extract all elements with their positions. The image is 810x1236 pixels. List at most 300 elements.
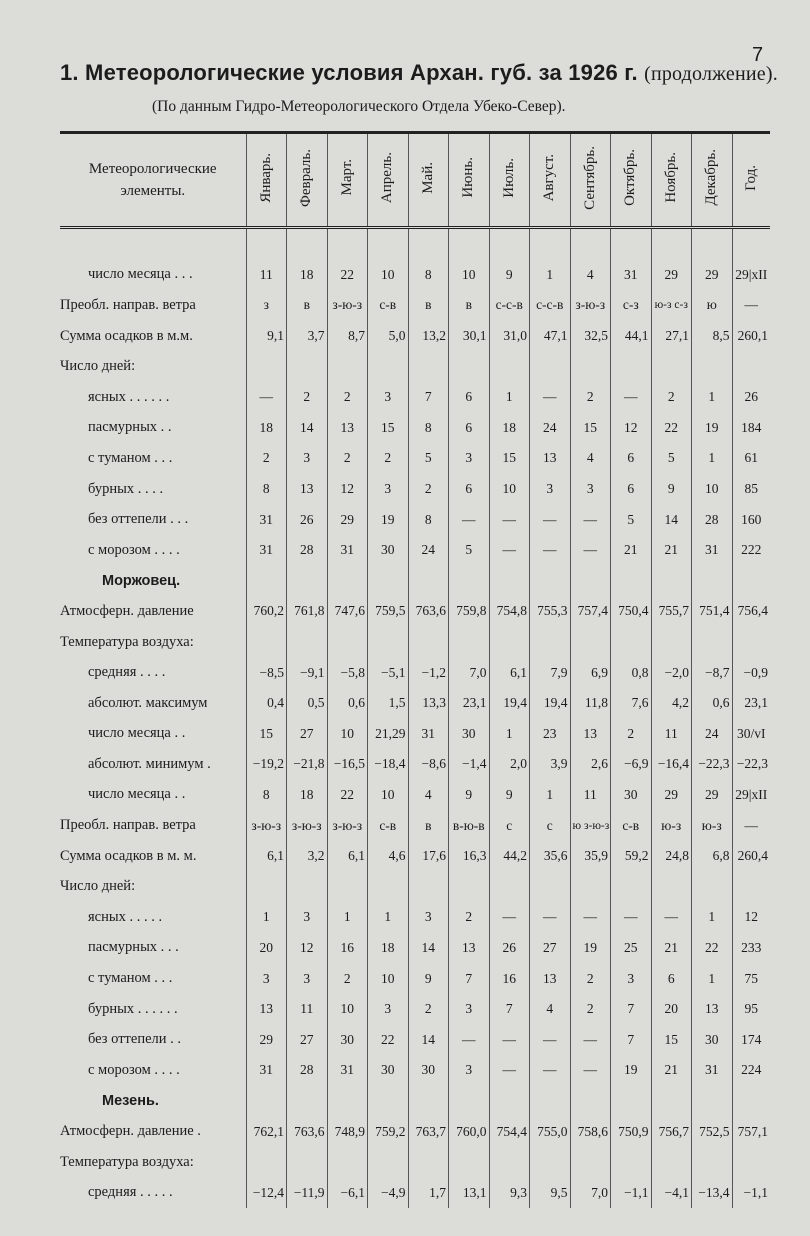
month-cell: —: [611, 382, 652, 413]
month-cell: [408, 1147, 449, 1178]
month-cell: [530, 871, 571, 902]
month-cell: 1: [489, 719, 530, 750]
year-cell: 95: [732, 994, 770, 1025]
month-cell: [611, 1086, 652, 1117]
year-cell: 29|xII: [732, 260, 770, 291]
month-cell: [449, 566, 490, 597]
year-cell: 12: [732, 902, 770, 933]
month-cell: 11: [570, 780, 611, 811]
month-cell: 2: [449, 902, 490, 933]
month-cell: 31: [246, 504, 287, 535]
month-cell: 5: [408, 443, 449, 474]
month-cell: 13: [530, 963, 571, 994]
table-row: [60, 933, 770, 964]
month-cell: 10: [368, 963, 409, 994]
month-cell: 22: [327, 260, 368, 291]
month-cell: [246, 1147, 287, 1178]
month-cell: 1: [327, 902, 368, 933]
month-cell: 5: [449, 535, 490, 566]
month-cell: 13: [246, 994, 287, 1025]
month-cell: 763,6: [408, 596, 449, 627]
year-cell: 29|xII: [732, 780, 770, 811]
year-cell: −22,3: [732, 749, 770, 780]
month-cell: 8: [408, 504, 449, 535]
month-cell: [287, 627, 328, 658]
month-cell: 4: [408, 780, 449, 811]
month-cell: 19,4: [489, 688, 530, 719]
month-cell: —: [449, 504, 490, 535]
month-cell: 1: [692, 382, 733, 413]
month-cell: −6,9: [611, 749, 652, 780]
month-cell: —: [530, 535, 571, 566]
month-cell: 10: [368, 780, 409, 811]
month-cell: −1,1: [611, 1177, 652, 1208]
month-cell: [449, 871, 490, 902]
month-cell: 24: [530, 413, 571, 444]
month-cell: 4,2: [651, 688, 692, 719]
month-cell: 15: [651, 1024, 692, 1055]
month-cell: 2: [408, 474, 449, 505]
month-cell: —: [530, 1024, 571, 1055]
month-cell: 35,6: [530, 841, 571, 872]
month-cell: 10: [368, 260, 409, 291]
month-cell: 2: [570, 994, 611, 1025]
month-cell: [651, 1147, 692, 1178]
month-cell: [530, 1086, 571, 1117]
month-cell: [368, 871, 409, 902]
table-row: [60, 1177, 770, 1208]
row-label: Атмосферн. давление: [60, 602, 194, 619]
month-cell: 21: [651, 1055, 692, 1086]
year-cell: 174: [732, 1024, 770, 1055]
month-cell: 13: [692, 994, 733, 1025]
month-cell: 755,3: [530, 596, 571, 627]
month-cell: —: [530, 1055, 571, 1086]
month-cell: 760,0: [449, 1116, 490, 1147]
station-name: Моржовец.: [102, 572, 181, 589]
month-cell: 3: [449, 1055, 490, 1086]
month-cell: 762,1: [246, 1116, 287, 1147]
month-cell: 1: [530, 780, 571, 811]
year-cell: 184: [732, 413, 770, 444]
month-cell: 7,9: [530, 657, 571, 688]
month-cell: 763,6: [287, 1116, 328, 1147]
month-cell: 752,5: [692, 1116, 733, 1147]
month-cell: −4,9: [368, 1177, 409, 1208]
month-cell: [327, 351, 368, 382]
month-cell: 9: [449, 780, 490, 811]
table-row: [60, 1024, 770, 1055]
month-cell: 2: [651, 382, 692, 413]
year-cell: 23,1: [732, 688, 770, 719]
month-cell: 18: [246, 413, 287, 444]
month-cell: 6: [449, 474, 490, 505]
month-cell: [651, 566, 692, 597]
month-cell: 19: [368, 504, 409, 535]
month-cell: 9: [489, 780, 530, 811]
section-row: [60, 1147, 770, 1178]
month-cell: 30: [368, 535, 409, 566]
page-subtitle: (По данным Гидро-Метеорологического Отдела Убеко-Север).: [152, 98, 566, 115]
month-cell: [287, 1147, 328, 1178]
station-row: [60, 566, 770, 597]
month-cell: [530, 627, 571, 658]
month-cell: в-ю-в: [449, 810, 490, 841]
year-cell: [732, 566, 770, 597]
month-cell: 11: [246, 260, 287, 291]
month-cell: 3,9: [530, 749, 571, 780]
table-row: [60, 596, 770, 627]
month-cell: [368, 627, 409, 658]
month-cell: 3: [570, 474, 611, 505]
header-month: Август.: [530, 133, 571, 228]
month-cell: 750,9: [611, 1116, 652, 1147]
station-name: Мезень.: [102, 1092, 159, 1109]
month-cell: [489, 566, 530, 597]
month-cell: 24: [692, 719, 733, 750]
month-cell: ю: [692, 290, 733, 321]
month-cell: 761,8: [287, 596, 328, 627]
month-cell: 15: [368, 413, 409, 444]
month-cell: 30: [611, 780, 652, 811]
month-cell: 3: [368, 994, 409, 1025]
month-cell: 7: [611, 1024, 652, 1055]
header-month: Февраль.: [287, 133, 328, 228]
month-cell: [651, 627, 692, 658]
month-cell: [692, 871, 733, 902]
header-month: Сентябрь.: [570, 133, 611, 228]
month-cell: 763,7: [408, 1116, 449, 1147]
month-cell: 1: [530, 260, 571, 291]
month-cell: 1,7: [408, 1177, 449, 1208]
month-cell: [489, 1147, 530, 1178]
month-cell: 15: [489, 443, 530, 474]
month-cell: —: [489, 1024, 530, 1055]
month-cell: −9,1: [287, 657, 328, 688]
month-cell: [489, 351, 530, 382]
month-cell: [651, 1086, 692, 1117]
month-cell: 1: [246, 902, 287, 933]
row-label: Число дней:: [60, 358, 136, 375]
year-cell: −1,1: [732, 1177, 770, 1208]
month-cell: [449, 351, 490, 382]
month-cell: 30: [408, 1055, 449, 1086]
month-cell: з: [246, 290, 287, 321]
table-row: [60, 688, 770, 719]
month-cell: —: [489, 504, 530, 535]
month-cell: 6,8: [692, 841, 733, 872]
month-cell: −1,4: [449, 749, 490, 780]
section-row: [60, 627, 770, 658]
table-row: [60, 810, 770, 841]
month-cell: 29: [692, 780, 733, 811]
header-month: Июль.: [489, 133, 530, 228]
month-cell: 3,2: [287, 841, 328, 872]
month-cell: [692, 1086, 733, 1117]
month-cell: 21,29: [368, 719, 409, 750]
month-cell: з-ю-з: [287, 810, 328, 841]
year-cell: [732, 1147, 770, 1178]
header-month: Декабрь.: [692, 133, 733, 228]
table-row: [60, 780, 770, 811]
month-cell: 6,1: [489, 657, 530, 688]
month-cell: 27: [287, 719, 328, 750]
row-label: Преобл. направ. ветра: [60, 296, 196, 313]
month-cell: 13,2: [408, 321, 449, 352]
month-cell: [692, 566, 733, 597]
month-cell: ю з-ю-з: [570, 810, 611, 841]
month-cell: 14: [651, 504, 692, 535]
table-body: [60, 228, 770, 1209]
month-cell: 31: [692, 535, 733, 566]
month-cell: [408, 871, 449, 902]
month-cell: 29: [692, 260, 733, 291]
table-row: [60, 443, 770, 474]
row-label: с туманом . . .: [88, 449, 173, 466]
month-cell: 3: [246, 963, 287, 994]
month-cell: с-в: [368, 290, 409, 321]
month-cell: 30: [327, 1024, 368, 1055]
month-cell: 2: [327, 382, 368, 413]
month-cell: 6,1: [246, 841, 287, 872]
title-main: 1. Метеорологические условия Архан. губ. за 1926 г.: [60, 60, 638, 85]
row-label: Сумма осадков в м.м.: [60, 327, 193, 344]
month-cell: ю-з: [692, 810, 733, 841]
month-cell: [327, 566, 368, 597]
month-cell: [408, 351, 449, 382]
month-cell: 30,1: [449, 321, 490, 352]
header-label: Метеорологические элементы.: [60, 133, 246, 228]
month-cell: −13,4: [692, 1177, 733, 1208]
month-cell: [287, 871, 328, 902]
month-cell: 13: [570, 719, 611, 750]
month-cell: с: [489, 810, 530, 841]
month-cell: 2: [246, 443, 287, 474]
month-cell: 14: [408, 933, 449, 964]
page-title: [60, 60, 778, 86]
month-cell: 9,1: [246, 321, 287, 352]
table-row: [60, 413, 770, 444]
month-cell: −18,4: [368, 749, 409, 780]
month-cell: 2,0: [489, 749, 530, 780]
month-cell: 0,8: [611, 657, 652, 688]
month-cell: 0,6: [692, 688, 733, 719]
row-label: число месяца . . .: [88, 266, 193, 283]
table-row: [60, 994, 770, 1025]
month-cell: [246, 627, 287, 658]
month-cell: 0,6: [327, 688, 368, 719]
month-cell: 756,7: [651, 1116, 692, 1147]
month-cell: 13: [530, 443, 571, 474]
row-label: ясных . . . . . .: [88, 388, 170, 405]
month-cell: 30: [368, 1055, 409, 1086]
month-cell: 754,4: [489, 1116, 530, 1147]
table-row: [60, 290, 770, 321]
month-cell: 8: [246, 474, 287, 505]
month-cell: —: [570, 535, 611, 566]
month-cell: 21: [651, 535, 692, 566]
month-cell: 29: [327, 504, 368, 535]
month-cell: 11: [651, 719, 692, 750]
row-label: с морозом . . . .: [88, 541, 180, 558]
month-cell: 758,6: [570, 1116, 611, 1147]
month-cell: 2: [287, 382, 328, 413]
year-cell: 160: [732, 504, 770, 535]
year-cell: 260,4: [732, 841, 770, 872]
month-cell: 3: [611, 963, 652, 994]
row-label: Температура воздуха:: [60, 1153, 194, 1170]
section-row: [60, 351, 770, 382]
year-cell: 222: [732, 535, 770, 566]
month-cell: 13,3: [408, 688, 449, 719]
month-cell: 13: [327, 413, 368, 444]
table-row: [60, 1116, 770, 1147]
month-cell: с: [530, 810, 571, 841]
station-row: [60, 1086, 770, 1117]
month-cell: 14: [408, 1024, 449, 1055]
table-row: [60, 963, 770, 994]
year-cell: 756,4: [732, 596, 770, 627]
month-cell: 3: [287, 902, 328, 933]
month-cell: 7,0: [570, 1177, 611, 1208]
month-cell: 19: [570, 933, 611, 964]
month-cell: 2: [570, 963, 611, 994]
month-cell: [327, 1086, 368, 1117]
month-cell: 27: [287, 1024, 328, 1055]
month-cell: —: [530, 382, 571, 413]
month-cell: −11,9: [287, 1177, 328, 1208]
month-cell: [611, 1147, 652, 1178]
month-cell: 19: [611, 1055, 652, 1086]
month-cell: [692, 1147, 733, 1178]
header-month: Апрель.: [368, 133, 409, 228]
month-cell: 22: [651, 413, 692, 444]
month-cell: [368, 1086, 409, 1117]
month-cell: [368, 566, 409, 597]
month-cell: 31: [327, 1055, 368, 1086]
month-cell: —: [530, 504, 571, 535]
month-cell: [530, 566, 571, 597]
month-cell: [246, 351, 287, 382]
month-cell: 12: [287, 933, 328, 964]
month-cell: —: [570, 504, 611, 535]
month-cell: 11: [287, 994, 328, 1025]
year-cell: 260,1: [732, 321, 770, 352]
month-cell: −6,1: [327, 1177, 368, 1208]
month-cell: [246, 871, 287, 902]
month-cell: 14: [287, 413, 328, 444]
month-cell: 3: [368, 474, 409, 505]
month-cell: 1,5: [368, 688, 409, 719]
month-cell: 21: [611, 535, 652, 566]
month-cell: [327, 1147, 368, 1178]
month-cell: 4,6: [368, 841, 409, 872]
month-cell: 10: [449, 260, 490, 291]
year-cell: −0,9: [732, 657, 770, 688]
month-cell: 750,4: [611, 596, 652, 627]
month-cell: [611, 627, 652, 658]
row-label: бурных . . . .: [88, 480, 164, 497]
month-cell: 4: [570, 443, 611, 474]
table-row: [60, 321, 770, 352]
year-cell: 85: [732, 474, 770, 505]
year-cell: 75: [732, 963, 770, 994]
month-cell: [692, 351, 733, 382]
month-cell: 31: [327, 535, 368, 566]
month-cell: 5,0: [368, 321, 409, 352]
table-row: [60, 382, 770, 413]
month-cell: 6: [449, 382, 490, 413]
month-cell: 30: [449, 719, 490, 750]
month-cell: −21,8: [287, 749, 328, 780]
month-cell: ю-з: [651, 810, 692, 841]
month-cell: 24: [408, 535, 449, 566]
month-cell: —: [611, 902, 652, 933]
month-cell: [570, 627, 611, 658]
month-cell: 13: [449, 933, 490, 964]
month-cell: [489, 1086, 530, 1117]
month-cell: 18: [489, 413, 530, 444]
month-cell: 3: [449, 443, 490, 474]
month-cell: −2,0: [651, 657, 692, 688]
month-cell: 10: [327, 719, 368, 750]
month-cell: 32,5: [570, 321, 611, 352]
month-cell: 9: [408, 963, 449, 994]
month-cell: —: [530, 902, 571, 933]
month-cell: 44,1: [611, 321, 652, 352]
month-cell: ю-з с-з: [651, 290, 692, 321]
month-cell: с-в: [611, 810, 652, 841]
month-cell: 18: [287, 780, 328, 811]
month-cell: 3: [287, 443, 328, 474]
month-cell: 47,1: [530, 321, 571, 352]
year-cell: 61: [732, 443, 770, 474]
month-cell: 7: [489, 994, 530, 1025]
month-cell: 16,3: [449, 841, 490, 872]
year-cell: —: [732, 810, 770, 841]
month-cell: [449, 627, 490, 658]
row-label: абсолют. минимум .: [88, 755, 211, 772]
month-cell: 31: [692, 1055, 733, 1086]
page-number: 7: [752, 44, 764, 66]
month-cell: [287, 1086, 328, 1117]
row-label: с морозом . . . .: [88, 1061, 180, 1078]
row-label: Преобл. направ. ветра: [60, 817, 196, 834]
month-cell: −16,4: [651, 749, 692, 780]
year-cell: [732, 1086, 770, 1117]
month-cell: 7: [449, 963, 490, 994]
month-cell: 12: [611, 413, 652, 444]
table-row: [60, 657, 770, 688]
month-cell: 17,6: [408, 841, 449, 872]
month-cell: 11,8: [570, 688, 611, 719]
month-cell: 751,4: [692, 596, 733, 627]
month-cell: [692, 627, 733, 658]
month-cell: [530, 351, 571, 382]
month-cell: [246, 566, 287, 597]
month-cell: [408, 627, 449, 658]
month-cell: −12,4: [246, 1177, 287, 1208]
month-cell: с-в: [368, 810, 409, 841]
month-cell: [408, 566, 449, 597]
month-cell: 31: [611, 260, 652, 291]
month-cell: 6: [611, 474, 652, 505]
month-cell: 1: [692, 963, 733, 994]
month-cell: с-з: [611, 290, 652, 321]
month-cell: 10: [692, 474, 733, 505]
month-cell: 22: [692, 933, 733, 964]
month-cell: 19,4: [530, 688, 571, 719]
